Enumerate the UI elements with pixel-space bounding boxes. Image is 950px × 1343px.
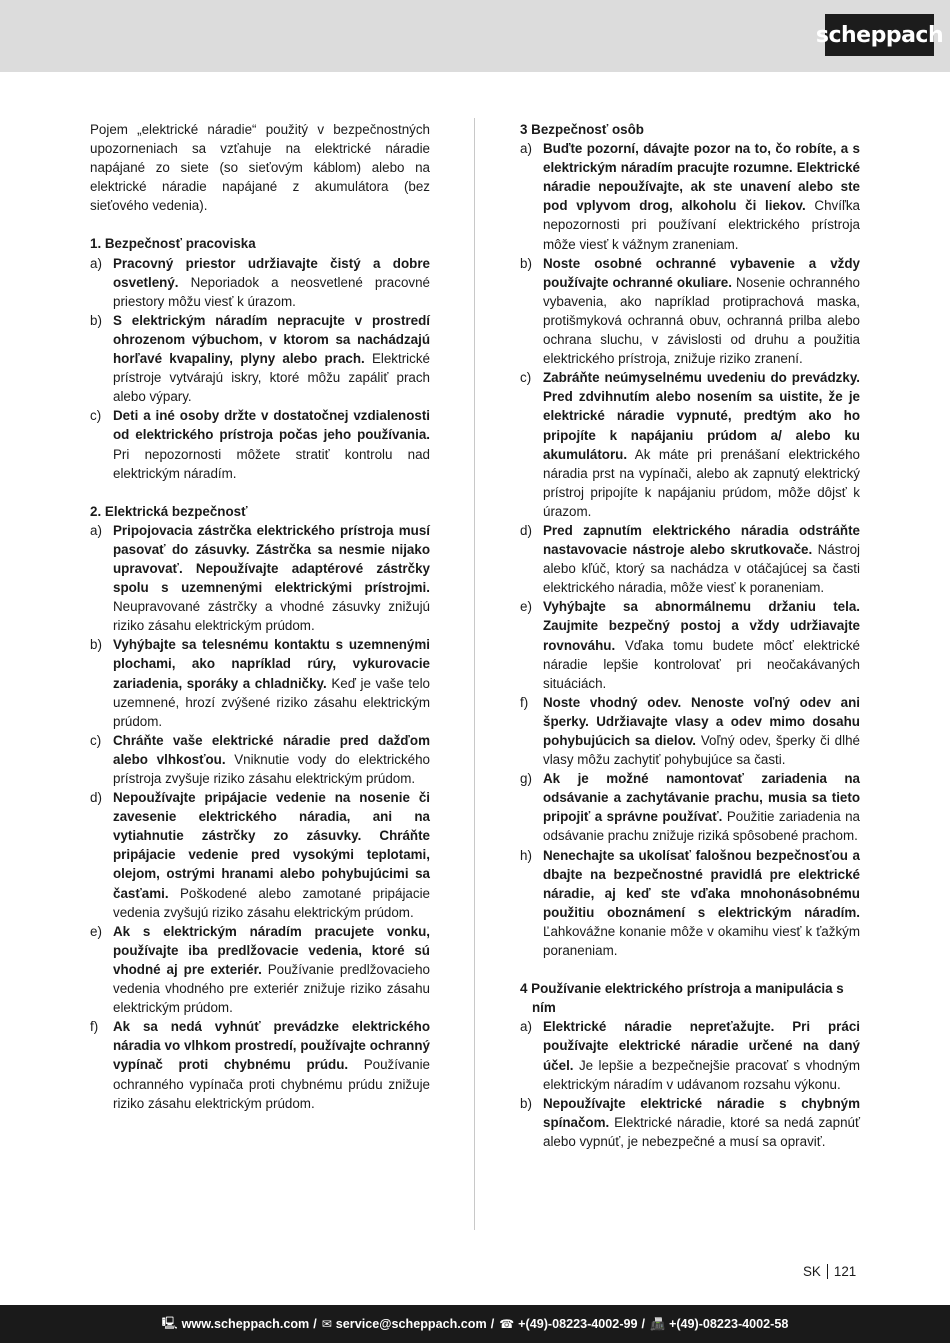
page-number-separator [827,1264,828,1279]
page-number [803,1264,856,1279]
footer-phone: +(49)-08223-4002-99 [518,1317,638,1331]
footer-fax: +(49)-08223-4002-58 [668,1317,789,1331]
right-column [520,120,860,1151]
list-item: a) Buďte pozorní, dávajte pozor na to, čo robíte, a s elektrickým náradím pracujte rozumne. Elektrické náradie nepoužívajte, ak ste unavení alebo ste pod vplyvom drog, alkoholu či liekov. Chvíľka nepozornosti pri používaní elektrického prístroja môže viesť k vážnym zraneniam. [520,141,860,252]
section-heading-workplace-safety: 1. Bezpečnosť pracoviska [90,236,256,252]
list-item: b) S elektrickým náradím nepracujte v prostredí ohrozenom výbuchom, v ktorom sa nachádzajú horľavé kvapaliny, plyny alebo prach. Elektrické prístroje vytvárajú iskry, ktoré môžu zapáliť prach alebo výpary. [90,312,430,405]
footer-separator: / [641,1317,646,1331]
list-item: b) Noste osobné ochranné vybavenie a vždy používajte ochranné okuliare. Nosenie ochranného vybavenia, ako napríklad protiprachová maska, protišmyková ochranná obuv, ochranná prilba alebo ochrana sluchu, v závislosti od druhu a použitia elektrického prístroja, znižuje riziko zranení. [520,255,860,367]
list-item: a) Pripojovacia zástrčka elektrického prístroja musí pasovať do zásuvky. Zástrčka sa nesmie nijako upravovať. Nepoužívajte adaptérové zástrčky spolu s uzemnenými elektrickými prístrojmi. Neupravované zástrčky a vhodné zásuvky znižujú riziko zásahu elektrickým prúdom. [90,522,430,634]
header-band [0,0,950,72]
fax-icon: 📠 [650,1317,665,1331]
list-item: h) Nenechajte sa ukolísať falošnou bezpečnosťou a dbajte na bezpečnostné pravidlá pre elektrické náradie, aj keď ste vďaka mnohonásobnému použitiu oboznámení s elektrickým náradím. Ľahkovážne konanie môže v okamihu viesť k ťažkým poraneniam. [520,847,860,959]
list-item: b) Nepoužívajte elektrické náradie s chybným spínačom. Elektrické náradie, ktoré sa nedá zapnúť alebo vypnúť, je nebezpečné a musí sa opraviť. [520,1095,860,1149]
list-item: a) Elektrické náradie nepreťažujte. Pri práci používajte elektrické náradie určené na daný účel. Je lepšie a bezpečnejšie pracovať s vhodným elektrickým náradím v udávanom rozsahu výkonu. [520,1019,860,1092]
list-item: c) Deti a iné osoby držte v dostatočnej vzdialenosti od elektrického prístroja počas jeho používania. Pri nepozornosti môžete stratiť kontrolu nad elektrickým náradím. [90,408,430,481]
column-divider [474,118,475,1230]
list-item: g) Ak je možné namontovať zariadenia na odsávanie a zachytávanie prachu, musia sa tieto pripojiť a správne používať. Použitie zariadenia na odsávanie prachu znižuje riziká spôsobené prachom. [520,771,861,844]
footer-website: www.scheppach.com [181,1317,310,1331]
section-heading-tool-use: 4 Používanie elektrického prístroja a manipulácia s ním [520,981,844,1016]
list-item: d) Nepoužívajte pripájacie vedenie na nosenie či zavesenie elektrického náradia, ani na vytiahnutie zástrčky zo zásuvky. Chráňte pripájacie vedenie pred vysokými teplotami, olejom, ostrými hranami alebo pohybujúcimi sa časťami. Poškodené alebo zamotané pripájacie vedenia zvyšujú riziko zásahu elektrickým prúdom. [90,790,430,920]
scheppach-logo: scheppach [825,14,934,56]
footer-separator: / [313,1317,317,1331]
computer-icon: 🖳 [161,1315,178,1330]
intro-paragraph: Pojem „elektrické náradie“ použitý v bezpečnostných upozorneniach sa vzťahuje na elektrické náradie napájané zo siete (so sieťovým káblom) alebo na elektrické náradie napájané z akumulátora (bez sieťového vedenia). [90,122,430,214]
list-item: a) Pracovný priestor udržiavajte čistý a dobre osvetlený. Neporiadok a neosvetlené pracovné priestory môžu viesť k úrazom. [90,255,430,309]
footer-separator: / [490,1317,495,1331]
footer-bar [0,1305,950,1343]
left-column [90,120,430,1113]
list-item: e) Ak s elektrickým náradím pracujete vonku, používajte iba predlžovacie vedenia, ktoré sú vhodné aj pre exteriér. Používanie predlžovacieho vedenia vhodného pre exteriér znižuje riziko zásahu elektrickým prúdom. [90,923,430,1016]
envelope-icon: ✉ [321,1317,332,1331]
telephone-icon: ☎ [499,1317,515,1331]
language-code: SK [803,1264,821,1279]
section-heading-personal-safety: 3 Bezpečnosť osôb [520,122,644,137]
list-item: f) Noste vhodný odev. Nenoste voľný odev ani šperky. Udržiavajte vlasy a odev mimo dosahu pohybujúcich sa dielov. Voľný odev, šperky či dlhé vlasy môžu zachytiť pohybujúce sa časti. [520,694,860,768]
list-item: c) Chráňte vaše elektrické náradie pred dažďom alebo vlhkosťou. Vniknutie vody do elektrického prístroja zvyšuje riziko zásahu elektrickým prúdom. [90,732,431,786]
list-item: f) Ak sa nedá vyhnúť prevádzke elektrického náradia vo vlhkom prostredí, používajte ochranný vypínač proti chybnému prúdu. Používanie ochranného vypínača proti chybnému prúdu znižuje riziko zásahu elektrickým prúdom. [90,1019,430,1111]
footer-email: service@scheppach.com [335,1317,487,1331]
list-item: e) Vyhýbajte sa abnormálnemu držaniu tela. Zaujmite bezpečný postoj a vždy udržiavajte rovnováhu. Vďaka tomu budete môcť elektrické náradie lepšie kontrolovať pri neočakávaných situáciách. [520,599,860,691]
section-heading-electrical-safety: 2. Elektrická bezpečnosť [90,503,248,519]
page-number-value: 121 [833,1264,857,1279]
list-item: b) Vyhýbajte sa telesnému kontaktu s uzemnenými plochami, ako napríklad rúry, vykurovacie zariadenia, sporáky a chladničky. Keď je vaše telo uzemnené, hrozí zvýšené riziko zásahu elektrickým prúdom. [90,637,430,729]
list-item: d) Pred zapnutím elektrického náradia odstráňte nastavovacie nástroje alebo skrutkovače. Nástroj alebo kľúč, ktorý sa nachádza v otáčajúcej sa časti elektrického náradia, môže viesť k poraneniam. [520,522,860,596]
list-item: c) Zabráňte neúmyselnému uvedeniu do prevádzky. Pred zdvihnutím alebo nosením sa uistite, že je elektrické náradie vypnuté, predtým ako ho pripojíte k napájaniu prúdom a/ alebo ku akumulátoru. Ak máte pri prenášaní elektrického náradia prst na vypínači, alebo ak zapnutý elektrický prístroj pripojíte k napájaniu prúdom, môže dôjsť k úrazom. [520,370,860,519]
